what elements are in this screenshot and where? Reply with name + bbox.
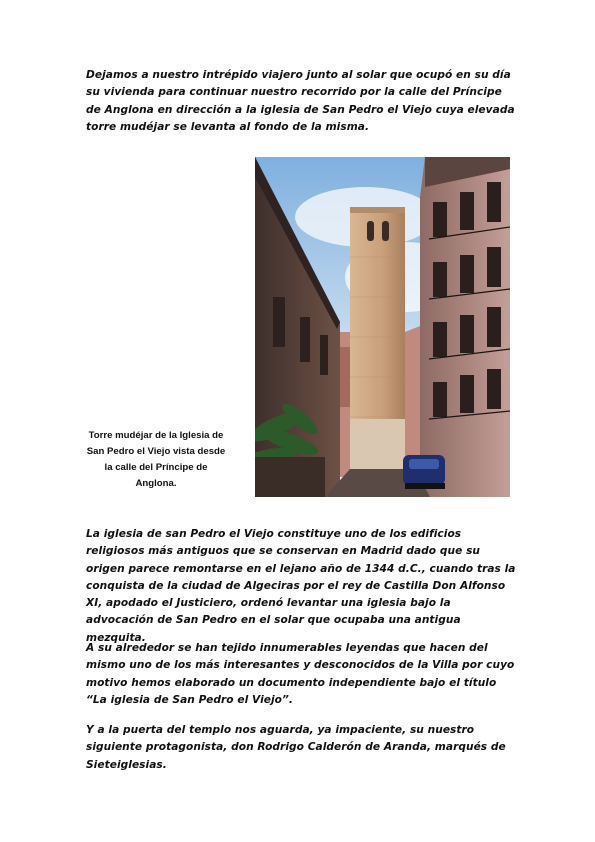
tower-photo-illustration — [255, 157, 510, 497]
paragraph-intro: Dejamos a nuestro intrépido viajero junto al solar que ocupó en su día su vivienda para continuar nuestro recorrido por la calle del Príncipe de Anglona en dirección a la iglesia de San Pedro el Viejo cuya elevada torre mudéjar se levanta al fondo de la misma. — [86, 69, 515, 133]
paragraph-protagonist: Y a la puerta del templo nos aguarda, ya impaciente, su nuestro siguiente protagonista, don Rodrigo Calderón de Aranda, marqués de Sieteiglesias. — [86, 724, 506, 771]
paragraph-history: La iglesia de san Pedro el Viejo constituye uno de los edificios religiosos más antiguos que se conservan en Madrid dado que su origen parece remontarse en el lejano año de 1344 d.C., cuando tras la conquista de la ciudad de Algeciras por el rey de Castilla Don Alfonso XI, apodado el Justiciero, ordenó levantar una iglesia bajo la advocación de San Pedro en el solar que ocupaba una antigua mezquita. — [86, 528, 516, 644]
paragraph-legends: A su alrededor se han tejido innumerables leyendas que hacen del mismo uno de los más interesantes y desconocidos de la Villa por cuyo motivo hemos elaborado un documento independiente bajo el título “La iglesia de San Pedro el Viejo”. — [86, 642, 515, 706]
photo-caption: Torre mudéjar de la Iglesia de San Pedro el Viejo vista desde la calle del Príncipe de Anglona. — [86, 430, 226, 489]
tower-photo — [255, 157, 510, 497]
